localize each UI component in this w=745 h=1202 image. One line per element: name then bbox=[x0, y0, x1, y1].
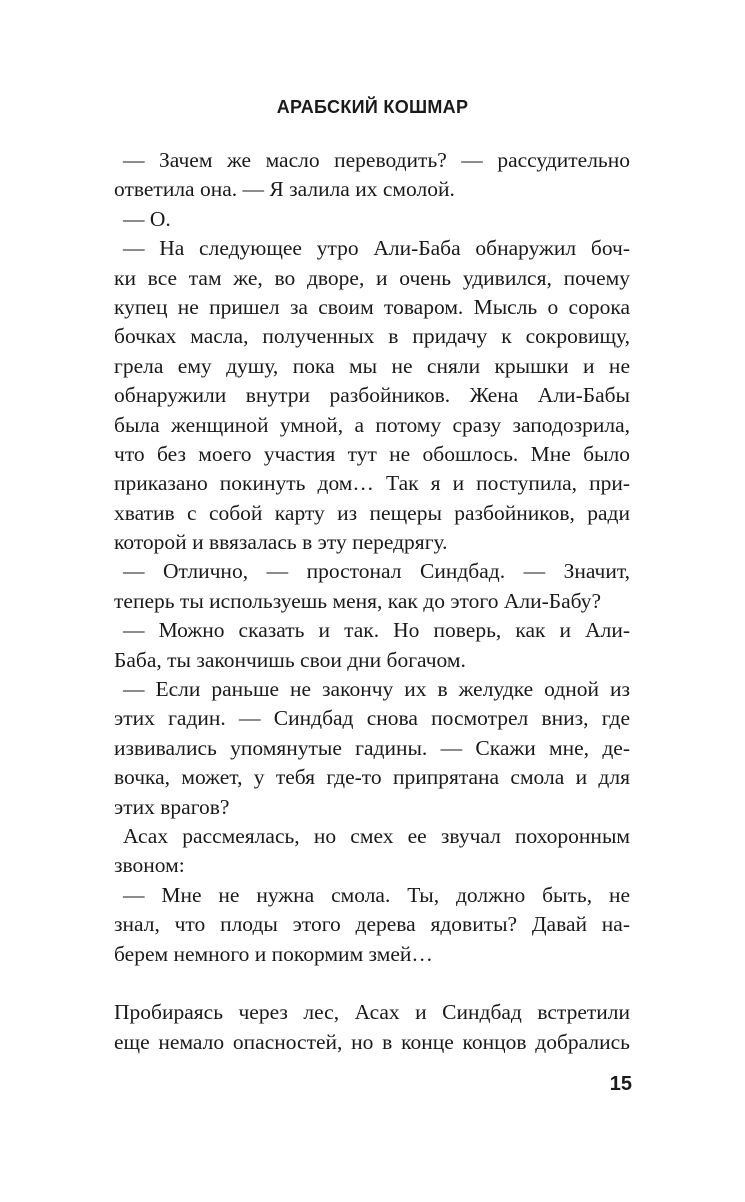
text-line: была женщиной умной, а потому сразу заподозрила, bbox=[114, 412, 630, 437]
page-number: 15 bbox=[609, 1073, 632, 1095]
text-line: ки все там же, во дворе, и очень удивился, почему bbox=[114, 265, 630, 290]
text-line: теперь ты используешь меня, как до этого Али-Бабу? bbox=[114, 588, 602, 613]
running-header: АРАБСКИЙ КОШМАР bbox=[276, 97, 469, 117]
text-line: Асах рассмеялась, но смех ее звучал похоронным bbox=[123, 823, 630, 848]
text-line: что без моего участия тут не обошлось. Мне было bbox=[114, 441, 630, 466]
text-line: хватив с собой карту из пещеры разбойников, ради bbox=[114, 500, 630, 525]
text-line: грела ему душу, пока мы не сняли крышки и не bbox=[114, 353, 630, 378]
text-line: — На следующее утро Али-Баба обнаружил боч- bbox=[123, 236, 630, 261]
text-line: берем немного и покормим змей… bbox=[114, 941, 433, 966]
text-line: обнаружили внутри разбойников. Жена Али-Бабы bbox=[114, 383, 630, 408]
paragraph-gap bbox=[114, 969, 630, 998]
text-line: еще немало опасностей, но в конце концов добрались bbox=[114, 1029, 630, 1054]
text-line: вочка, может, у тебя где-то припрятана смола и для bbox=[114, 765, 630, 790]
text-line: этих врагов? bbox=[114, 794, 230, 819]
text-line: этих гадин. — Синдбад снова посмотрел вниз, где bbox=[114, 706, 630, 731]
text-line: — Можно сказать и так. Но поверь, как и Али- bbox=[123, 618, 630, 643]
text-line: знал, что плоды этого дерева ядовиты? Давай на- bbox=[114, 912, 630, 937]
text-line: купец не пришел за своим товаром. Мысль о сорока bbox=[114, 294, 630, 319]
text-line: — Отлично, — простонал Синдбад. — Значит, bbox=[123, 559, 630, 584]
text-line: — Мне не нужна смола. Ты, должно быть, не bbox=[123, 882, 630, 907]
body-text bbox=[114, 146, 630, 1057]
text-line: — О. bbox=[123, 206, 171, 231]
text-line: — Зачем же масло переводить? — рассудительно bbox=[123, 148, 630, 172]
text-line: Пробираясь через лес, Асах и Синдбад встретили bbox=[114, 1000, 630, 1025]
text-line: бочках масла, полученных в придачу к сокровищу, bbox=[114, 324, 630, 349]
text-line: ответила она. — Я залила их смолой. bbox=[114, 177, 455, 202]
text-line: звоном: bbox=[114, 853, 185, 878]
text-line: которой и ввязалась в эту передрягу. bbox=[114, 530, 448, 555]
text-line: — Если раньше не закончу их в желудке одной из bbox=[123, 677, 630, 702]
text-line: извивались упомянутые гадины. — Скажи мне, де- bbox=[114, 735, 630, 760]
text-line: приказано покинуть дом… Так я и поступила, при- bbox=[114, 471, 630, 496]
text-line: Баба, ты закончишь свои дни богачом. bbox=[114, 647, 466, 672]
